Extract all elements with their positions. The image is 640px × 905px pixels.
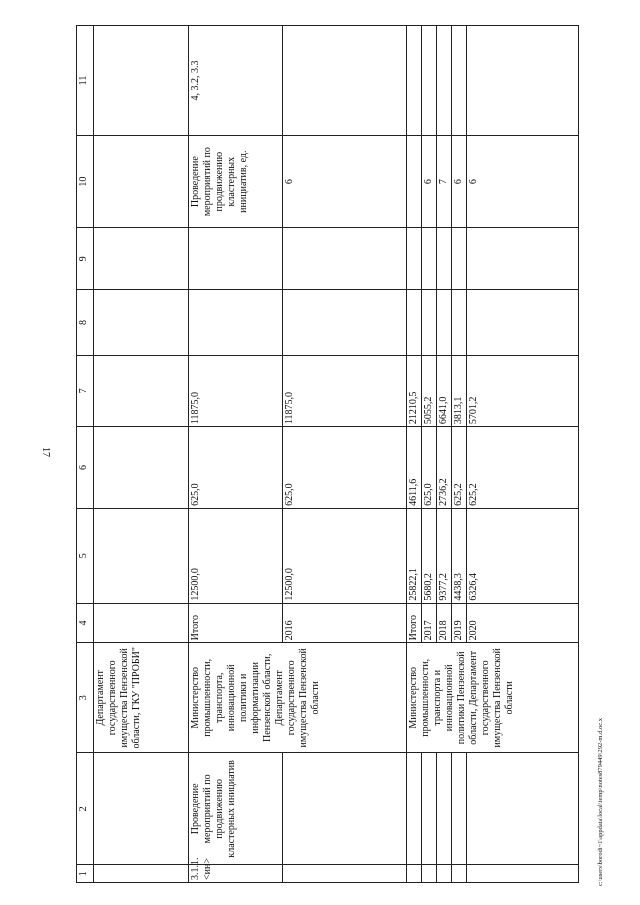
total-cell: 12500,0 (189, 508, 283, 603)
executor-cell: Министерство промышленности, транспорта, инновационной политики и информатизации Пензенской области, Департамент государственного имущества Пензенской области (189, 643, 407, 753)
total-cell: 9377,2 (437, 508, 452, 603)
table-row (407, 26, 422, 883)
federal-budget-cell: 21210,5 (407, 355, 422, 426)
federal-budget-cell: 3813,1 (452, 355, 467, 426)
indicator-value: 7 (437, 135, 452, 227)
table-row (94, 26, 189, 883)
page-number: 17 (40, 447, 51, 457)
header-col-1: 1 (77, 865, 94, 883)
header-col-4: 4 (77, 603, 94, 643)
indicator-value: 6 (283, 135, 407, 227)
regional-budget-cell: 625,0 (422, 427, 437, 509)
header-col-6: 6 (77, 427, 94, 509)
total-cell: 25822,1 (407, 508, 422, 603)
year-cell: 2018 (437, 603, 452, 643)
header-col-10: 10 (77, 135, 94, 227)
regional-budget-cell: 625,0 (283, 427, 407, 509)
table-row (189, 26, 283, 883)
total-cell: 5680,2 (422, 508, 437, 603)
federal-budget-cell: 5055,2 (422, 355, 437, 426)
regional-budget-cell: 625,2 (467, 427, 579, 509)
indicator-value: 6 (422, 135, 437, 227)
indicator-refs: 4, 3.2, 3.3 (189, 26, 283, 136)
item-title: Проведение мероприятий по продвижению кластерных инициатив (189, 753, 283, 865)
year-cell: 2020 (467, 603, 579, 643)
rotated-table-container (76, 25, 582, 883)
year-cell: 2017 (422, 603, 437, 643)
header-col-5: 5 (77, 508, 94, 603)
table-row (422, 26, 437, 883)
header-col-2: 2 (77, 753, 94, 865)
header-col-7: 7 (77, 355, 94, 426)
indicator-name: Проведение мероприятий по продвижению кластерных инициатив, ед. (189, 135, 283, 227)
year-cell: Итого (407, 603, 422, 643)
year-cell: Итого (189, 603, 283, 643)
header-row (77, 26, 94, 883)
table-row (437, 26, 452, 883)
total-cell: 4438,3 (452, 508, 467, 603)
header-col-9: 9 (77, 228, 94, 290)
table-row (467, 26, 579, 883)
file-path-note: c:\users\borodi~1\appdata\local\temp\notes879449\292-m.d.oc.x (597, 718, 604, 886)
regional-budget-cell: 2736,2 (437, 427, 452, 509)
total-cell: 12500,0 (283, 508, 407, 603)
item-number: 3.1.1. <ин> (189, 865, 283, 883)
federal-budget-cell: 6641,0 (437, 355, 452, 426)
regional-budget-cell: 4611,6 (407, 427, 422, 509)
regional-budget-cell: 625,0 (189, 427, 283, 509)
regional-budget-cell: 625,2 (452, 427, 467, 509)
year-cell: 2016 (283, 603, 407, 643)
header-col-3: 3 (77, 643, 94, 753)
federal-budget-cell: 5701,2 (467, 355, 579, 426)
federal-budget-cell: 11875,0 (283, 355, 407, 426)
indicator-value: 6 (452, 135, 467, 227)
header-col-11: 11 (77, 26, 94, 136)
executor-cell: Департамент государственного имущества Пензенской области, ГКУ "ПРОБИ" (94, 643, 189, 753)
year-cell: 2019 (452, 603, 467, 643)
table-row (283, 26, 407, 883)
executor-cell: Министерство промышленности, транспорта и инновационной политики Пензенской области, Департамент государственного имущества Пензенской области (407, 643, 579, 753)
federal-budget-cell: 11875,0 (189, 355, 283, 426)
indicator-value: 6 (467, 135, 579, 227)
total-cell: 6326,4 (467, 508, 579, 603)
program-table (76, 25, 579, 883)
table-row (452, 26, 467, 883)
header-col-8: 8 (77, 290, 94, 355)
